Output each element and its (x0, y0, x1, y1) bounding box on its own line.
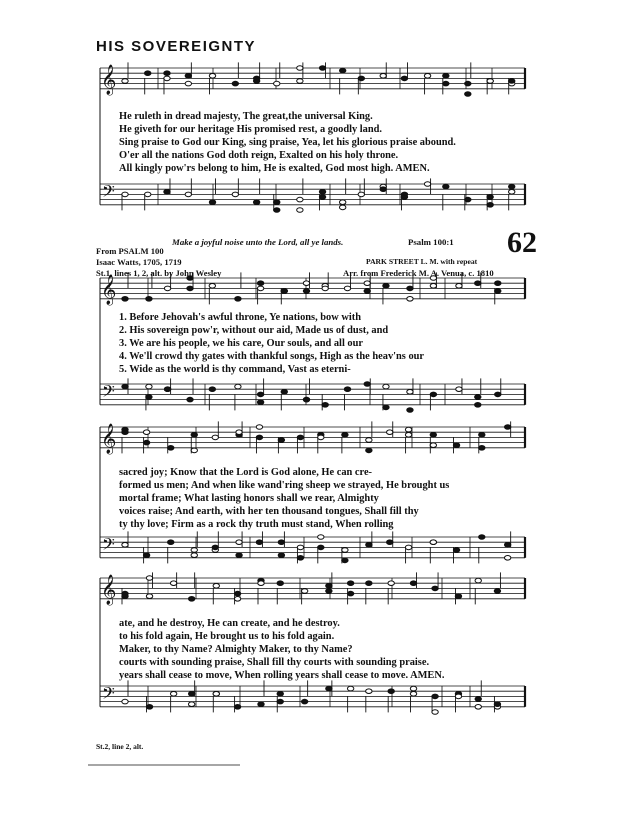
note-head (185, 74, 191, 79)
note-head (410, 686, 416, 691)
note-head (407, 390, 413, 395)
arranger-credit: Arr. from Frederick M. A. Venua, c. 1810 (343, 268, 494, 278)
note-head (430, 540, 436, 545)
note-head (366, 438, 372, 443)
note-head (364, 289, 370, 294)
verse-line: 4. We'll crowd thy gates with thankful songs, High as the heav'ns our (119, 351, 425, 362)
note-head (191, 448, 197, 453)
note-head (455, 694, 461, 699)
note-head (301, 589, 307, 594)
note-head (191, 553, 197, 558)
note-head (209, 284, 215, 289)
note-head (170, 692, 176, 697)
note-head (494, 702, 500, 707)
note-head (410, 581, 416, 586)
note-head (319, 195, 325, 200)
note-head (495, 289, 501, 294)
note-head (301, 699, 307, 704)
verse-line: 2. His sovereign pow'r, without our aid, Made us of dust, and (119, 325, 389, 336)
page-title: HIS SOVEREIGNTY (96, 38, 257, 55)
treble-clef-icon: 𝄞 (101, 424, 117, 454)
note-head (164, 387, 170, 392)
note-head (479, 446, 485, 451)
note-head (443, 184, 449, 189)
verse-line: O'er all the nations God doth reign, Exalted on his holy throne. (119, 150, 399, 161)
note-head (188, 702, 194, 707)
note-head (366, 581, 372, 586)
note-head (430, 284, 436, 289)
verse-line: 1. Before Jehovah's awful throne, Ye nations, bow with (119, 312, 361, 323)
note-head (383, 284, 389, 289)
note-head (318, 435, 324, 440)
note-head (364, 281, 370, 286)
verse-line: All kingly pow'rs belong to him, He is exalted, God most high. AMEN. (119, 163, 430, 174)
note-head (465, 81, 471, 86)
note-head (258, 702, 264, 707)
note-head (342, 433, 348, 438)
note-head (339, 205, 345, 210)
note-head (475, 705, 481, 710)
bass-clef-icon: 𝄢 (102, 181, 115, 205)
note-head (487, 203, 493, 208)
note-head (257, 281, 263, 286)
note-head (256, 540, 262, 545)
note-head (277, 581, 283, 586)
note-head (297, 66, 303, 71)
verse-line: 5. Wide as the world is thy command, Vast as eterni- (119, 364, 351, 375)
verse-line: voices raise; And earth, with her ten thousand tongues, Shall fill thy (119, 506, 419, 517)
note-head (380, 187, 386, 192)
bass-clef-icon: 𝄢 (102, 381, 115, 405)
note-head (318, 535, 324, 540)
note-head (185, 192, 191, 197)
note-head (432, 586, 438, 591)
note-head (191, 548, 197, 553)
note-head (297, 197, 303, 202)
note-head (274, 81, 280, 86)
verse-line: 3. We are his people, we his care, Our souls, and all our (119, 338, 364, 349)
note-head (122, 591, 128, 596)
note-head (465, 197, 471, 202)
note-head (278, 438, 284, 443)
note-head (257, 286, 263, 291)
note-head (475, 395, 481, 400)
note-head (495, 281, 501, 286)
epigraph-reference: Psalm 100:1 (408, 237, 454, 247)
note-head (234, 591, 240, 596)
note-head (143, 553, 149, 558)
note-head (188, 597, 194, 602)
note-head (253, 200, 259, 205)
treble-clef-icon: 𝄞 (101, 275, 117, 305)
tune-name: PARK STREET L. M. with repeat (366, 257, 478, 266)
note-head (322, 286, 328, 291)
epigraph: Make a joyful noise unto the Lord, all ye lands. (172, 237, 344, 247)
note-head (164, 76, 170, 81)
note-head (236, 553, 242, 558)
bass-clef-icon: 𝄢 (102, 683, 115, 707)
note-head (281, 289, 287, 294)
note-head (456, 284, 462, 289)
note-head (164, 71, 170, 76)
note-head (209, 387, 215, 392)
note-head (122, 699, 128, 704)
note-head (509, 79, 515, 84)
note-head (122, 79, 128, 84)
note-head (479, 433, 485, 438)
author-credit: Isaac Watts, 1705, 1719 (96, 257, 182, 267)
note-head (122, 297, 128, 302)
note-head (432, 694, 438, 699)
note-head (443, 81, 449, 86)
note-head (253, 76, 259, 81)
note-head (347, 686, 353, 691)
note-head (188, 692, 194, 697)
note-head (297, 545, 303, 550)
note-head (494, 589, 500, 594)
note-head (453, 443, 459, 448)
note-head (146, 705, 152, 710)
note-head (430, 392, 436, 397)
note-head (410, 692, 416, 697)
note-head (487, 79, 493, 84)
note-head (319, 66, 325, 71)
note-head (274, 200, 280, 205)
note-head (358, 76, 364, 81)
note-head (146, 384, 152, 389)
note-head (297, 79, 303, 84)
note-head (278, 553, 284, 558)
source-credit: From PSALM 100 (96, 246, 164, 256)
note-head (401, 76, 407, 81)
note-head (475, 281, 481, 286)
note-head (342, 558, 348, 563)
note-head (297, 556, 303, 561)
note-head (143, 430, 149, 435)
footnote: St.2, line 2, alt. (96, 742, 144, 751)
note-head (475, 403, 481, 408)
note-head (387, 540, 393, 545)
note-head (475, 697, 481, 702)
verse-line: Sing praise to God our King, sing praise, Yea, let his glorious praise abound. (119, 137, 456, 148)
note-head (213, 692, 219, 697)
verse-line: He giveth for our heritage His promised rest, a goodly land. (119, 124, 383, 135)
note-head (170, 581, 176, 586)
note-head (122, 384, 128, 389)
note-head (487, 195, 493, 200)
note-head (364, 382, 370, 387)
note-head (326, 584, 332, 589)
note-head (236, 430, 242, 435)
note-head (146, 576, 152, 581)
verse-line: ate, and he destroy, He can create, and he destroy. (119, 618, 340, 629)
note-head (212, 435, 218, 440)
note-head (297, 435, 303, 440)
note-head (213, 584, 219, 589)
note-head (456, 387, 462, 392)
note-head (347, 591, 353, 596)
note-head (339, 68, 345, 73)
note-head (278, 540, 284, 545)
note-head (232, 192, 238, 197)
bass-clef-icon: 𝄢 (102, 534, 115, 558)
note-head (303, 397, 309, 402)
note-head (256, 435, 262, 440)
note-head (232, 81, 238, 86)
note-head (509, 184, 515, 189)
note-head (281, 390, 287, 395)
treble-clef-icon: 𝄞 (101, 575, 117, 605)
note-head (209, 200, 215, 205)
note-head (347, 581, 353, 586)
note-head (234, 705, 240, 710)
note-head (187, 397, 193, 402)
note-head (191, 433, 197, 438)
note-head (185, 81, 191, 86)
note-head (443, 74, 449, 79)
note-head (366, 689, 372, 694)
note-head (318, 545, 324, 550)
note-head (145, 71, 151, 76)
note-head (509, 190, 515, 195)
treble-clef-icon: 𝄞 (101, 65, 117, 95)
note-head (145, 192, 151, 197)
note-head (405, 545, 411, 550)
note-head (168, 446, 174, 451)
note-head (455, 594, 461, 599)
note-head (401, 195, 407, 200)
note-head (388, 581, 394, 586)
note-head (164, 286, 170, 291)
note-head (405, 427, 411, 432)
alteration-credit: St.1, lines 1, 2, alt. by John Wesley (96, 268, 222, 278)
note-head (465, 92, 471, 97)
verse-line: Maker, to thy Name? Almighty Maker, to thy Name? (119, 644, 353, 655)
note-head (319, 190, 325, 195)
note-head (479, 535, 485, 540)
note-head (209, 74, 215, 79)
note-head (146, 594, 152, 599)
note-head (256, 425, 262, 430)
note-head (387, 430, 393, 435)
note-head (322, 403, 328, 408)
note-head (122, 192, 128, 197)
note-head (358, 192, 364, 197)
note-head (495, 392, 501, 397)
note-head (274, 208, 280, 213)
note-head (303, 281, 309, 286)
note-head (475, 578, 481, 583)
note-head (257, 400, 263, 405)
note-head (504, 543, 510, 548)
note-head (432, 710, 438, 715)
verse-line: years shall cease to move, When rolling years shall cease to move. AMEN. (119, 670, 445, 681)
note-head (187, 286, 193, 291)
note-head (424, 74, 430, 79)
note-head (366, 448, 372, 453)
note-head (366, 543, 372, 548)
verse-line: formed us men; And when like wand'ring sheep we strayed, He brought us (119, 480, 450, 491)
note-head (407, 297, 413, 302)
note-head (277, 699, 283, 704)
note-head (407, 286, 413, 291)
note-head (504, 556, 510, 561)
verse-line: to his fold again, He brought us to his fold again. (119, 631, 335, 642)
note-head (388, 689, 394, 694)
verse-line: sacred joy; Know that the Lord is God alone, He can cre- (119, 467, 373, 478)
note-head (344, 286, 350, 291)
note-head (164, 190, 170, 195)
note-head (380, 74, 386, 79)
note-head (504, 425, 510, 430)
note-head (212, 545, 218, 550)
note-head (326, 589, 332, 594)
note-head (143, 440, 149, 445)
note-head (424, 182, 430, 187)
note-head (430, 433, 436, 438)
note-head (405, 433, 411, 438)
note-head (146, 297, 152, 302)
hymn-number: 62 (507, 226, 537, 259)
note-head (235, 384, 241, 389)
note-head (342, 548, 348, 553)
note-head (303, 289, 309, 294)
note-head (453, 548, 459, 553)
verse-line: ty thy love; Firm as a rock thy truth must stand, When rolling (119, 519, 394, 530)
note-head (297, 208, 303, 213)
note-head (339, 200, 345, 205)
note-head (168, 540, 174, 545)
note-head (236, 540, 242, 545)
note-head (122, 543, 128, 548)
note-head (344, 387, 350, 392)
note-head (383, 405, 389, 410)
note-head (146, 395, 152, 400)
verse-line: mortal frame; What lasting honors shall we rear, Almighty (119, 493, 379, 504)
note-head (258, 581, 264, 586)
note-head (122, 430, 128, 435)
verse-line: courts with sounding praise, Shall fill thy courts with sounding praise. (119, 657, 430, 668)
note-head (257, 392, 263, 397)
note-head (277, 692, 283, 697)
note-head (407, 408, 413, 413)
note-head (235, 297, 241, 302)
note-head (430, 443, 436, 448)
note-head (383, 384, 389, 389)
note-head (234, 597, 240, 602)
note-head (326, 686, 332, 691)
verse-line: He ruleth in dread majesty, The great,the universal King. (119, 111, 373, 122)
